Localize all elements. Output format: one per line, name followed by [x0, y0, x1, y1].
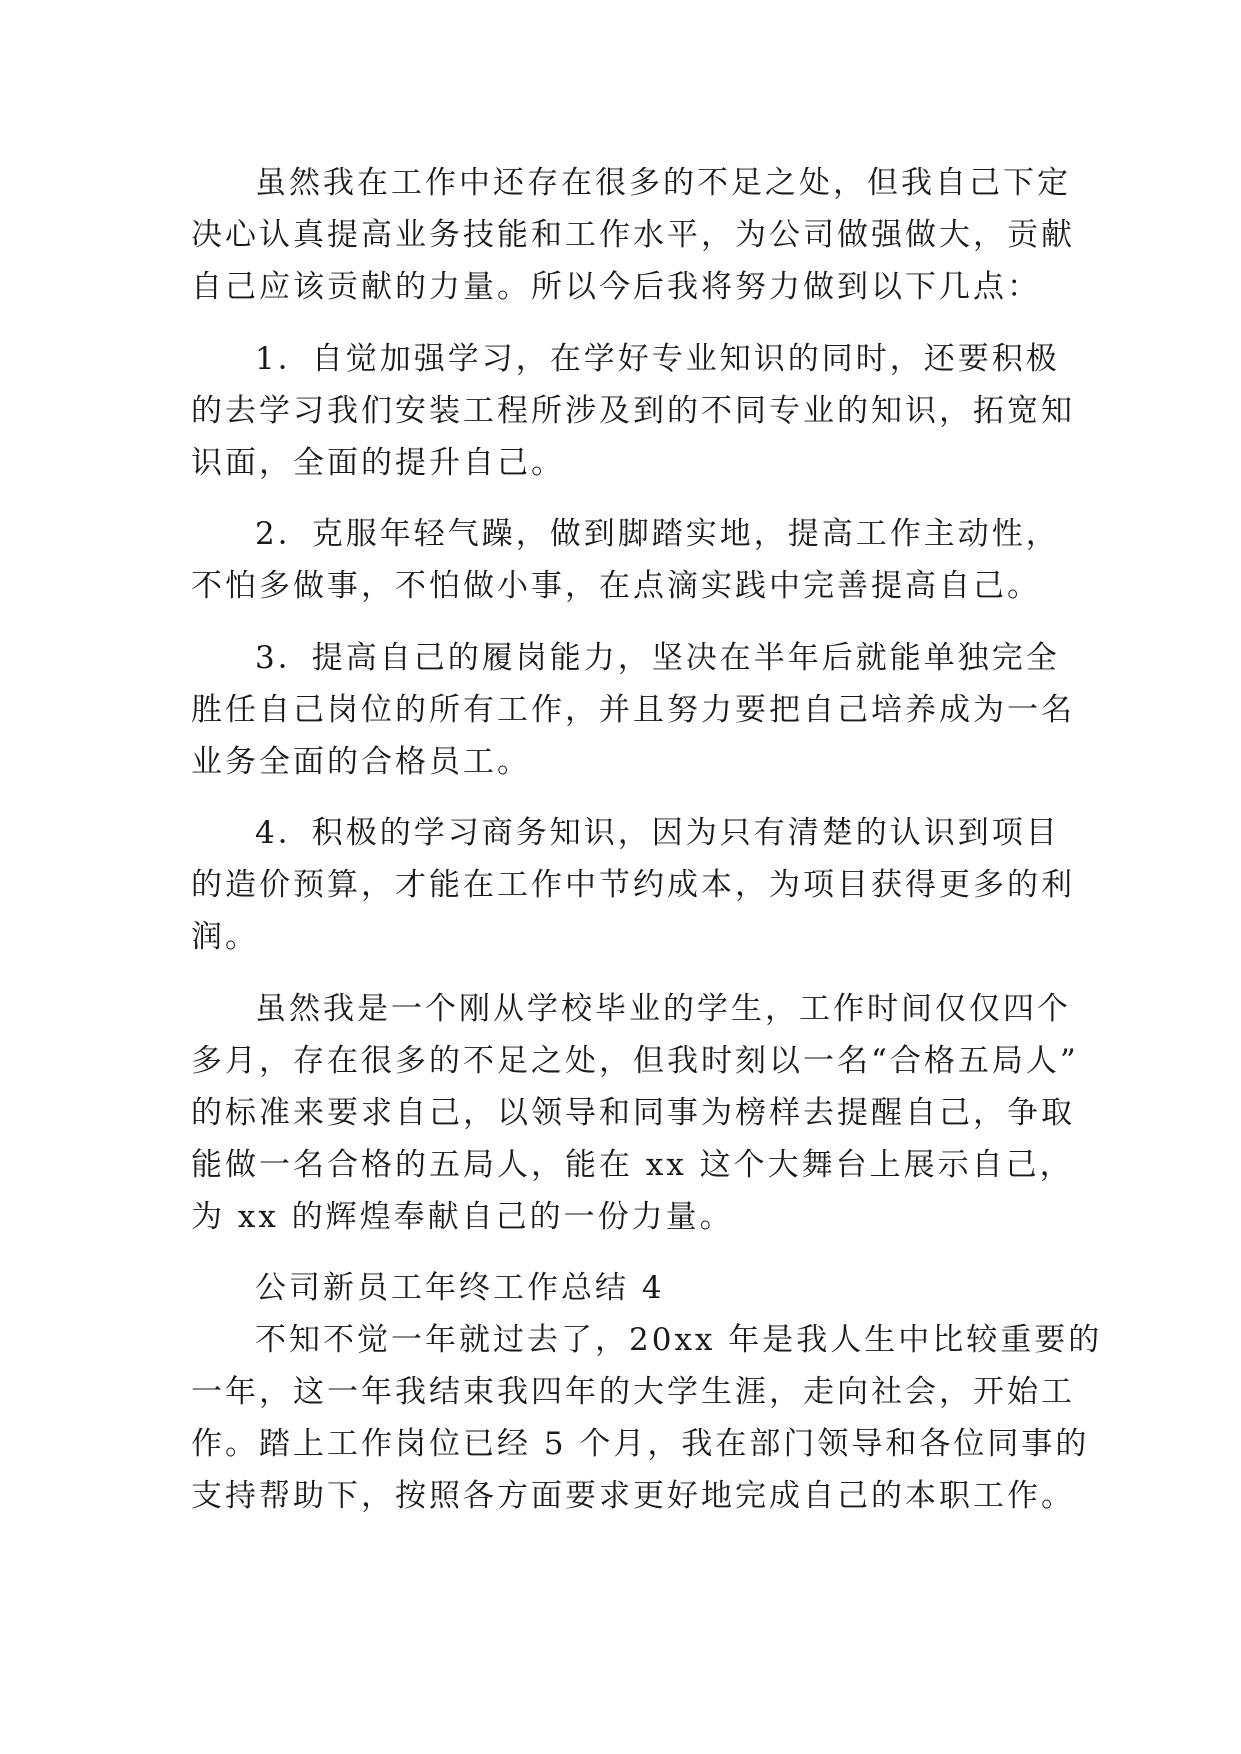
list-item-line: 胜任自己岗位的所有工作，并且努力要把自己培养成为一名 [191, 692, 1075, 728]
list-item-line: 的去学习我们安装工程所涉及到的不同专业的知识，拓宽知 [191, 393, 1075, 429]
list-item-line: 1．自觉加强学习，在学好专业知识的同时，还要积极 [255, 341, 1060, 377]
list-item-line: 3．提高自己的履岗能力，坚决在半年后就能单独完全 [255, 640, 1060, 676]
paragraph-line: 多月，存在很多的不足之处，但我时刻以一名“合格五局人” [191, 1043, 1079, 1079]
paragraph-line: 的标准来要求自己，以领导和同事为榜样去提醒自己，争取 [191, 1095, 1075, 1131]
list-item-line: 业务全面的合格员工。 [191, 744, 531, 780]
paragraph-line: 虽然我是一个刚从学校毕业的学生，工作时间仅仅四个 [255, 991, 1071, 1027]
list-item-line: 润。 [191, 919, 259, 955]
list-item-line: 识面，全面的提升自己。 [191, 445, 565, 481]
paragraph-line: 一年，这一年我结束我四年的大学生涯，走向社会，开始工 [191, 1374, 1075, 1410]
paragraph-line: 决心认真提高业务技能和工作水平，为公司做强做大，贡献 [191, 217, 1075, 253]
paragraph-line: 自己应该贡献的力量。所以今后我将努力做到以下几点： [191, 269, 1041, 305]
section-heading: 公司新员工年终工作总结 4 [255, 1270, 665, 1306]
list-item-line: 4．积极的学习商务知识，因为只有清楚的认识到项目 [255, 815, 1060, 851]
paragraph-line: 能做一名合格的五局人，能在 xx 这个大舞台上展示自己， [191, 1147, 1074, 1183]
list-item-line: 2．克服年轻气躁，做到脚踏实地，提高工作主动性， [255, 516, 1060, 552]
paragraph-line: 不知不觉一年就过去了，20xx 年是我人生中比较重要的 [255, 1322, 1103, 1358]
list-item-line: 不怕多做事，不怕做小事，在点滴实践中完善提高自己。 [191, 568, 1041, 604]
list-item-line: 的造价预算，才能在工作中节约成本，为项目获得更多的利 [191, 867, 1075, 903]
paragraph-line: 作。踏上工作岗位已经 5 个月，我在部门领导和各位同事的 [191, 1426, 1090, 1462]
paragraph-line: 为 xx 的辉煌奉献自己的一份力量。 [191, 1199, 734, 1235]
paragraph-line: 虽然我在工作中还存在很多的不足之处，但我自己下定 [255, 165, 1071, 201]
paragraph-line: 支持帮助下，按照各方面要求更好地完成自己的本职工作。 [191, 1478, 1075, 1514]
